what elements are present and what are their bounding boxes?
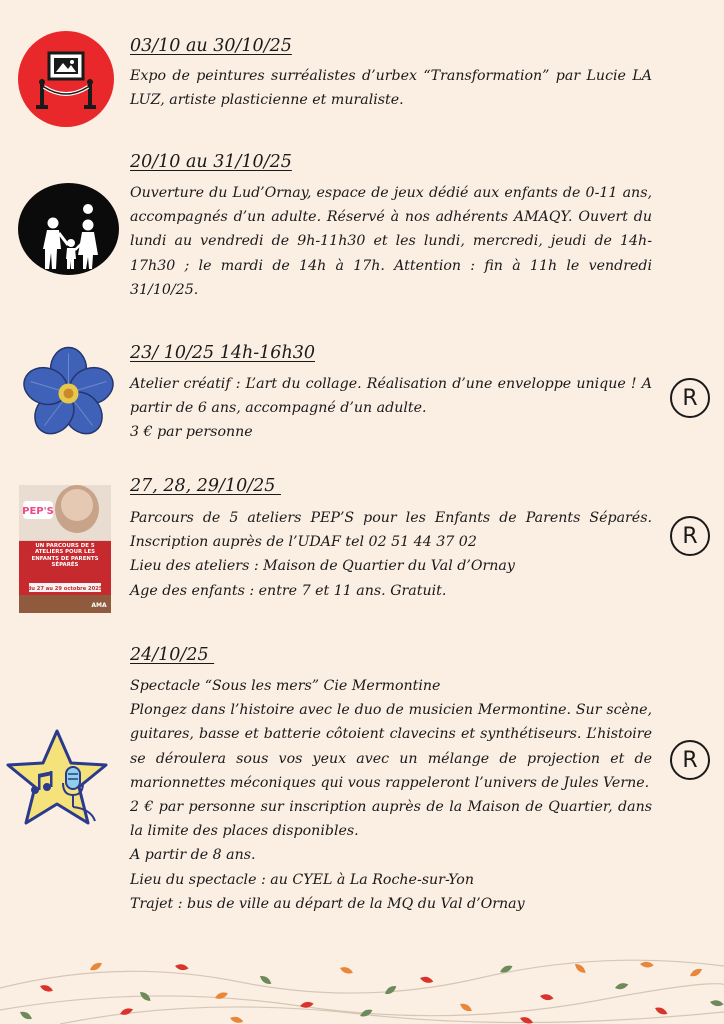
reservation-badge: R [670, 378, 710, 418]
leaf-shape [119, 1007, 134, 1017]
leaf-shape [39, 983, 54, 993]
flyer-brand: PEP'S [22, 506, 54, 517]
event-description [130, 372, 652, 445]
description-line: Spectacle “Sous les mers” Cie Mermontine [130, 678, 441, 694]
leaf-shape [614, 982, 629, 991]
event-description [130, 64, 652, 112]
description-line: Plongez dans l’histoire avec le duo de musicien Mermontine. Sur scène, guitares, basse et batterie côtoient clavecins et synthétiseurs. L’histoire se déroulera sous vos yeux avec un mélange de projection et de marionnettes méconiques qui vous rappeleront l’univers de Jules Verne. [130, 702, 652, 791]
music-star-icon [3, 727, 111, 831]
reservation-badge: R [670, 740, 710, 780]
reservation-badge: R [670, 516, 710, 556]
description-line: Lieu du spectacle : au CYEL à La Roche-sur-Yon [130, 871, 474, 888]
description-line: 2 € par personne sur inscription auprès de la Maison de Quartier, dans la limite des places disponibles. [130, 799, 652, 840]
event-date: 27, 28, 29/10/25 [130, 476, 281, 496]
leaf-shape [89, 961, 104, 973]
description-line: Trajet : bus de ville au départ de la MQ du Val d’Ornay [130, 895, 525, 912]
description-line: Lieu des ateliers : Maison de Quartier du Val d’Ornay [130, 558, 515, 575]
leaf-shape [229, 1015, 244, 1024]
leaf-shape [540, 993, 555, 1001]
description-line: Atelier créatif : L’art du collage. Réalisation d’une enveloppe unique ! A partir de 6 ans, accompagné d’un adulte. [130, 376, 652, 417]
leaf-shape [419, 975, 434, 984]
art-exhibition-icon [18, 31, 114, 127]
flyer-tag: AMA [91, 602, 107, 609]
event-description [130, 674, 652, 916]
leaf-shape [710, 999, 724, 1007]
leaf-shape [214, 991, 229, 1001]
event-date: 03/10 au 30/10/25 [130, 36, 292, 56]
leaf-shape [459, 1002, 474, 1014]
autumn-leaves-decoration [0, 948, 724, 1024]
leaf-shape [654, 1005, 669, 1016]
flyer-dates: du 27 au 29 octobre 2025 [27, 586, 103, 592]
description-line: Ouverture du Lud’Ornay, espace de jeux dédié aux enfants de 0-11 ans, accompagnés d’un adulte. Réservé à nos adhérents AMAQY. Ouvert du lundi au vendredi de 9h-11h30 et les lundi, mercredi, jeudi de 14h-17h30 ; le mardi de 14h à 17h. Attention : fin à 11h le vendredi 31/10/25. [130, 185, 652, 298]
blue-flower-icon [20, 345, 117, 442]
family-silhouette-icon [18, 183, 119, 275]
leaf-shape [383, 984, 398, 997]
leaf-shape [573, 962, 587, 975]
leaf-shape [640, 961, 654, 968]
description-line: Expo de peintures surréalistes d’urbex “Transformation” par Lucie LA LUZ, artiste plasticienne et muraliste. [130, 68, 652, 109]
leaf-shape [19, 1010, 34, 1022]
peps-flyer-thumbnail [19, 485, 111, 613]
event-date: 24/10/25 [130, 645, 215, 665]
description-line: Parcours de 5 ateliers PEP’S pour les Enfants de Parents Séparés. Inscription auprès de l’UDAF tel 02 51 44 37 02 [130, 510, 652, 551]
flyer-headline: UN PARCOURS DE 5 ATELIERS POUR LES ENFANTS DE PARENTS SÉPARÉS [31, 543, 99, 569]
event-description [130, 506, 652, 603]
leaf-shape [175, 963, 190, 971]
leaf-shape [689, 967, 704, 979]
event-date: 23/ 10/25 14h-16h30 [130, 343, 315, 363]
event-date: 20/10 au 31/10/25 [130, 152, 292, 172]
leaf-shape [339, 965, 354, 975]
description-line: 3 € par personne [130, 424, 253, 441]
description-line: Age des enfants : entre 7 et 11 ans. Gratuit. [130, 582, 447, 599]
description-line: A partir de 8 ans. [130, 847, 256, 864]
event-description [130, 181, 652, 302]
leaf-shape [258, 974, 273, 987]
